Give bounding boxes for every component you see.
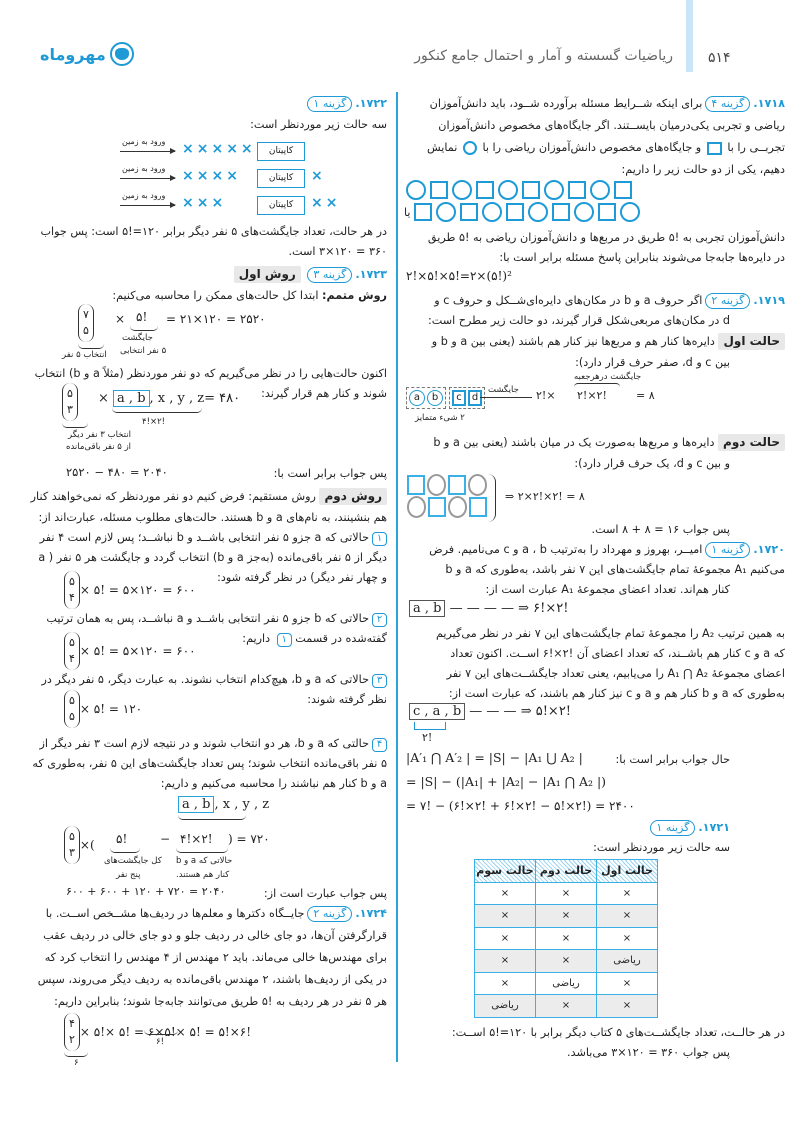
arrangement-row2: یا: [404, 202, 642, 222]
q1723-line2: روش متمم: ابتدا کل حالت‌های ممکن را محاسبه می‌کنیم:: [112, 289, 387, 302]
q1722a-line4: ۳۶۰ = ۱۲۰×۳ است.: [288, 245, 387, 258]
label-all-perms: کل جایگشت‌های: [104, 856, 162, 866]
page-number: ۵۱۴: [708, 50, 731, 66]
option-badge: گزینه ۱: [705, 542, 750, 558]
underbrace: [110, 848, 140, 853]
option-badge: گزینه ۲: [705, 293, 750, 309]
q1719-line2: d در مکان‌های مربعی‌شکل قرار گیرند، دو حالت زیر مطرح است:: [427, 314, 730, 327]
q1721-line4: پس جواب ۳۶۰ = ۱۲۰×۳ می‌باشد.: [567, 1046, 730, 1059]
q1723-line1: ۱۷۲۳.گزینه ۳ روش اول: [234, 266, 387, 283]
q1721-line2: سه حالت زیر موردنظر است:: [593, 841, 730, 854]
q1723-line6: هم بنشینند، به نام‌های a و b هستند. حالت‌های مطلوب مسئله، عبارت‌اند از:: [38, 511, 387, 524]
underbrace: [112, 408, 202, 413]
label-choose5: انتخاب ۵ نفر: [62, 350, 107, 360]
q1718-line3: تجربــی را با و جایگاه‌های مخصوص دانش‌آموزان ریاضی را با نمایش: [426, 141, 785, 154]
q1719-case2-line2: و بین c و d، یک حرف قرار دارد):: [574, 457, 730, 470]
distinct-label: ۲ شیء متمایز: [415, 413, 465, 423]
q1722a-line3: در هر حالت، تعداد جایگشت‌های ۵ نفر دیگر برابر ۱۲۰=!۵ است: پس جواب: [40, 225, 387, 238]
label-4f2f: ۴!×۲!: [142, 417, 166, 427]
label-6: ۶: [74, 1058, 79, 1068]
binom-5-3: ۵ ۳: [62, 383, 78, 421]
q1723-line5: پس جواب برابر است با:: [273, 467, 387, 480]
label-ab-adjacent: حالاتی که a و b: [176, 856, 233, 866]
q1719-answer: پس جواب ۱۶ = ۸ + ۸ است.: [591, 523, 730, 536]
logo-text: مهروماه: [40, 44, 106, 64]
label-together: کنار هم هستند.: [176, 870, 230, 880]
underbrace: [176, 848, 228, 853]
case1-result: = ۸: [636, 389, 655, 402]
q1720-line4: به همین ترتیب A₂ را مجموعهٔ تمام جایگشت‌های این ۷ نفر در نظر می‌گیریم: [435, 627, 785, 640]
q1719-case1-line2: بین c و d، صفر حرف قرار دارد):: [575, 356, 730, 369]
factorial-5b: ۵!: [116, 832, 128, 846]
underbrace: [130, 326, 158, 331]
math-line3: = ۷! − (۶!×۲! + ۶!×۲! − ۵!×۲!) = ۲۴۰۰: [406, 799, 635, 813]
q1719-line1: ۱۷۱۹.گزینه ۲اگر حروف a و b در مکان‌های دایره‌ای‌شــکل و حروف c و: [434, 294, 785, 307]
factorial-5: ۵!: [136, 310, 148, 324]
q1723-line7: پس جواب عبارت است از:: [263, 887, 387, 900]
q1718-line1: ۱۷۱۸.گزینه ۴برای اینکه شــرایط مسئله برآورده شــود، باید دانش‌آموزان: [429, 97, 785, 110]
label-5selected: ۵ نفر انتخابی: [120, 346, 167, 356]
q1723-line4: شوند و کنار هم قرار گیرند:: [261, 387, 387, 400]
label-6fact: ۶!: [156, 1037, 164, 1047]
case4-equation: ۵ ۳ ×(: [64, 826, 95, 864]
underbrace: [78, 344, 104, 349]
q1723-method2: روش دوم روش مستقیم: فرض کنیم دو نفر موردنظر که نمی‌خواهند کنار: [31, 488, 387, 505]
case1-line3: و چهار نفر دیگر) در نظر گرفته شود:: [217, 571, 387, 584]
eq-total: = ۲۱×۱۲۰ = ۲۵۲۰: [166, 312, 266, 326]
q1719-case2: حالت دوم دایره‌ها و مربع‌ها به‌صورت یک در میان باشند (یعنی بین a و b: [433, 434, 785, 451]
ab-xyz-2: a , b , x , y , z: [178, 796, 269, 813]
table-header-row: حالت اول حالت دوم حالت سوم: [475, 860, 658, 883]
option-badge: گزینه ۳: [307, 267, 352, 283]
table-row: × ریاضی ×: [475, 972, 658, 995]
swap-bracket: [414, 722, 446, 730]
label-perm: جایگشت: [122, 333, 153, 343]
case2-line1: ۲حالاتی که b جزو ۵ نفر انتخابی باشــد و a نباشــد، پس به همان ترتیب: [46, 611, 387, 627]
perm-each-label: جایگشت درهرجعبه: [574, 372, 642, 382]
case4-result: ) = ۷۲۰: [228, 832, 270, 846]
case3-line2: نظر گرفته شوند:: [307, 693, 387, 706]
q1724-line1: ۱۷۲۴.گزینه ۲جایــگاه دکترها و معلم‌ها در ردیف‌ها مشــخص اســت. با: [45, 907, 387, 920]
case4-line1: ۴حالتی که a و b، هر دو انتخاب شوند و در نتیجه لازم است ۳ نفر دیگر از: [39, 736, 387, 752]
swap-label: ۲!: [422, 731, 433, 744]
table-row: × × ریاضی: [475, 995, 658, 1018]
column-divider: [396, 92, 398, 1062]
q1718-line2: ریاضی و تجربی یکی‌درمیان بایســتند. اگر جایگاه‌های مخصوص دانش‌آموزان: [438, 119, 785, 132]
case3-equation: ۵ ۵ × ۵! = ۱۲۰: [64, 690, 142, 728]
q1720-line3: کنار هم‌اند. تعداد اعضای مجموعهٔ A₁ عبارت است از:: [485, 583, 730, 596]
label-five: پنج نفر: [116, 870, 141, 880]
math-line1: |A′₁ ⋂ A′₂ | = |S| − |A₁ ⋃ A₂ |: [406, 750, 583, 765]
minus: −: [160, 832, 171, 846]
arrangement-row1: [404, 180, 634, 200]
q1724-line4: در یکی از ردیف‌ها باشند، ۲ مهندس باقی‌مانده به ردیف دیگر می‌روند، سپس: [37, 973, 387, 986]
q1724-line5: هر ۵ نفر در هر ردیف به !۵ طریق می‌توانند جابه‌جا شوند؛ بنابراین داریم:: [54, 995, 387, 1008]
q1718-line4: دهیم، یکی از دو حالت زیر را داریم:: [621, 163, 785, 176]
q1724-line2: قرارگرفتن آن‌ها، دو جای خالی در ردیف جلو و دو جای خالی در ردیف عقب: [43, 929, 387, 942]
table-row: ریاضی × ×: [475, 950, 658, 973]
q1724-equation: ۴ ۲ × ۵!× ۵! = ۶×۵!× ۵! = ۵!×۶!: [64, 1013, 251, 1051]
q1720-line7: به‌طوری که a و b کنار هم و a و c نیز کنار هم باشند، که عبارت است از:: [448, 687, 785, 700]
q1722a-line1: ۱۷۲۲.گزینه ۱: [304, 96, 387, 112]
table-row: × × ×: [475, 882, 658, 905]
q1720-line1: ۱۷۲۰.گزینه ۱امیــر، بهروز و مهرداد را به‌ترتیب a ، b و c می‌نامیم. فرض: [429, 543, 785, 556]
perm-each-value: ۲!×۲!: [577, 389, 607, 402]
table-row: × × ×: [475, 927, 658, 950]
circle-icon: [463, 141, 477, 155]
case2-line2: گفته‌شده در قسمت ۱ داریم:: [242, 632, 387, 645]
q1719-case1: حالت اول دایره‌ها کنار هم و مربع‌ها نیز کنار هم باشند (یعنی بین a و b و: [432, 333, 785, 350]
math-line2: = |S| − (|A₁| + |A₂| − |A₁ ⋂ A₂ |): [406, 774, 607, 789]
set-intersection-count: c , a , b — — — ⇒ ۵!×۲!: [409, 703, 571, 720]
eq-sum: ۶۰۰ + ۶۰۰ + ۱۲۰ + ۷۲۰ = ۲۰۴۰: [66, 885, 226, 898]
q1720-line6: اعضای مجموعهٔ A₁ ⋂ A₂ را می‌یابیم، یعنی تعداد جایگشــت‌های این ۷ نفر: [446, 667, 785, 680]
square-icon: [707, 142, 722, 155]
ab-xyz: × a , b , x , y , z= ۴۸۰: [98, 391, 241, 406]
factorial-4x2: ۴!×۲!: [180, 832, 213, 846]
q1720-line2: می‌کنیم A₁ مجموعهٔ تمام جایگشت‌های این ۷ نفر باشد، به‌طوری که a و b: [445, 563, 785, 576]
overbrace: [574, 383, 620, 387]
q1724-line3: برای مهندس‌ها خالی می‌ماند. باید ۲ مهندس از ۴ مهندس را انتخاب کرد که: [44, 951, 387, 964]
case4-line3: a و b کنار هم نباشند را محاسبه می‌کنیم و داریم:: [160, 777, 387, 790]
q1718-equation: ۲!×۵!×۵!=۲×(۵!)²: [406, 269, 512, 283]
publisher-logo: [40, 42, 134, 66]
q1718-line5: دانش‌آموزان تجربی به !۵ طریق در مربع‌ها و دانش‌آموزان ریاضی به !۵ طریق: [427, 231, 785, 244]
cases-table: [474, 859, 658, 1018]
eq-complement: ۲۵۲۰ − ۴۸۰ = ۲۰۴۰: [66, 465, 168, 479]
butterfly-icon: [110, 42, 134, 66]
case4-line2: ۵ نفر باقی‌مانده انتخاب شوند؛ پس تعداد جایگشت‌های این ۵ نفر، به‌طوری که: [32, 757, 387, 770]
q1721-line3: در هر حالــت، تعداد جایگشــت‌های ۵ کتاب دیگر برابر با ۱۲۰=!۵ اســت:: [451, 1026, 785, 1039]
times: ×: [115, 312, 126, 326]
set-a1-count: a , b — — — — ⇒ ۶!×۲!: [409, 600, 569, 617]
table-row: × × ×: [475, 905, 658, 928]
underbrace: [62, 423, 88, 428]
underbrace: [64, 1052, 88, 1057]
case1-line1: ۱حالاتی که a جزو ۵ نفر انتخابی باشــد و b نباشــد؛ پس لازم است ۴ نفر: [40, 530, 387, 546]
book-title: ریاضیات گسسته و آمار و احتمال جامع کنکور: [414, 48, 673, 64]
underbrace: [144, 1030, 178, 1035]
case3-line1: ۳حالاتی که a و b، هیچ‌کدام انتخاب نشوند. به عبارت دیگر، ۵ نفر دیگر در: [41, 672, 387, 688]
binom-7-5: ۷ ۵: [78, 304, 94, 342]
perm-factor: ۲!×: [536, 389, 556, 402]
q1718-line6: در دایره‌ها جابه‌جا می‌شوند بنابراین پاسخ مسئله برابر است با:: [499, 251, 785, 264]
option-badge: گزینه ۱: [650, 820, 695, 836]
perm-label: جایگشت: [488, 385, 519, 395]
case2-equation: ۵ ۴ × ۵! = ۵×۱۲۰ = ۶۰۰: [64, 632, 196, 670]
option-badge: گزینه ۴: [705, 96, 750, 112]
q1720-line8: حال جواب برابر است با:: [615, 753, 730, 766]
option-badge: گزینه ۱: [307, 96, 352, 112]
q1723-line3: اکنون حالت‌هایی را در نظر می‌گیریم که دو نفر موردنظر (مثلاً a و b) انتخاب: [34, 367, 387, 380]
underbrace: [178, 815, 246, 820]
perm-arrow: [480, 397, 532, 398]
alternating-shapes: [406, 474, 488, 518]
q1720-line5: که a و c کنار هم باشــند، که تعداد اعضای آن !۲×!۶ اســت. اکنون تعداد: [450, 647, 785, 660]
label-from5: از ۵ نفر باقی‌مانده: [66, 442, 132, 452]
q1722a-line2: سه حالت زیر موردنظر است:: [250, 118, 387, 131]
case1-equation: ۵ ۴ × ۵! = ۵×۱۲۰ = ۶۰۰: [64, 571, 196, 609]
header-strip: [686, 0, 693, 72]
case2-equation: ⇒ ۲×۲!×۲! = ۸: [505, 490, 585, 503]
case1-line2: دیگر از ۵ نفر باقی‌مانده (به‌جز a و b) انتخاب گردد و جایگشت هر ۵ نفر ( a: [38, 551, 387, 564]
letter-boxes: a b c d: [406, 387, 485, 409]
q1721-line1: ۱۷۲۱.گزینه ۱: [647, 820, 730, 836]
option-badge: گزینه ۲: [307, 906, 352, 922]
label-choose3: انتخاب ۳ نفر دیگر: [68, 430, 131, 440]
brace: [488, 474, 496, 522]
